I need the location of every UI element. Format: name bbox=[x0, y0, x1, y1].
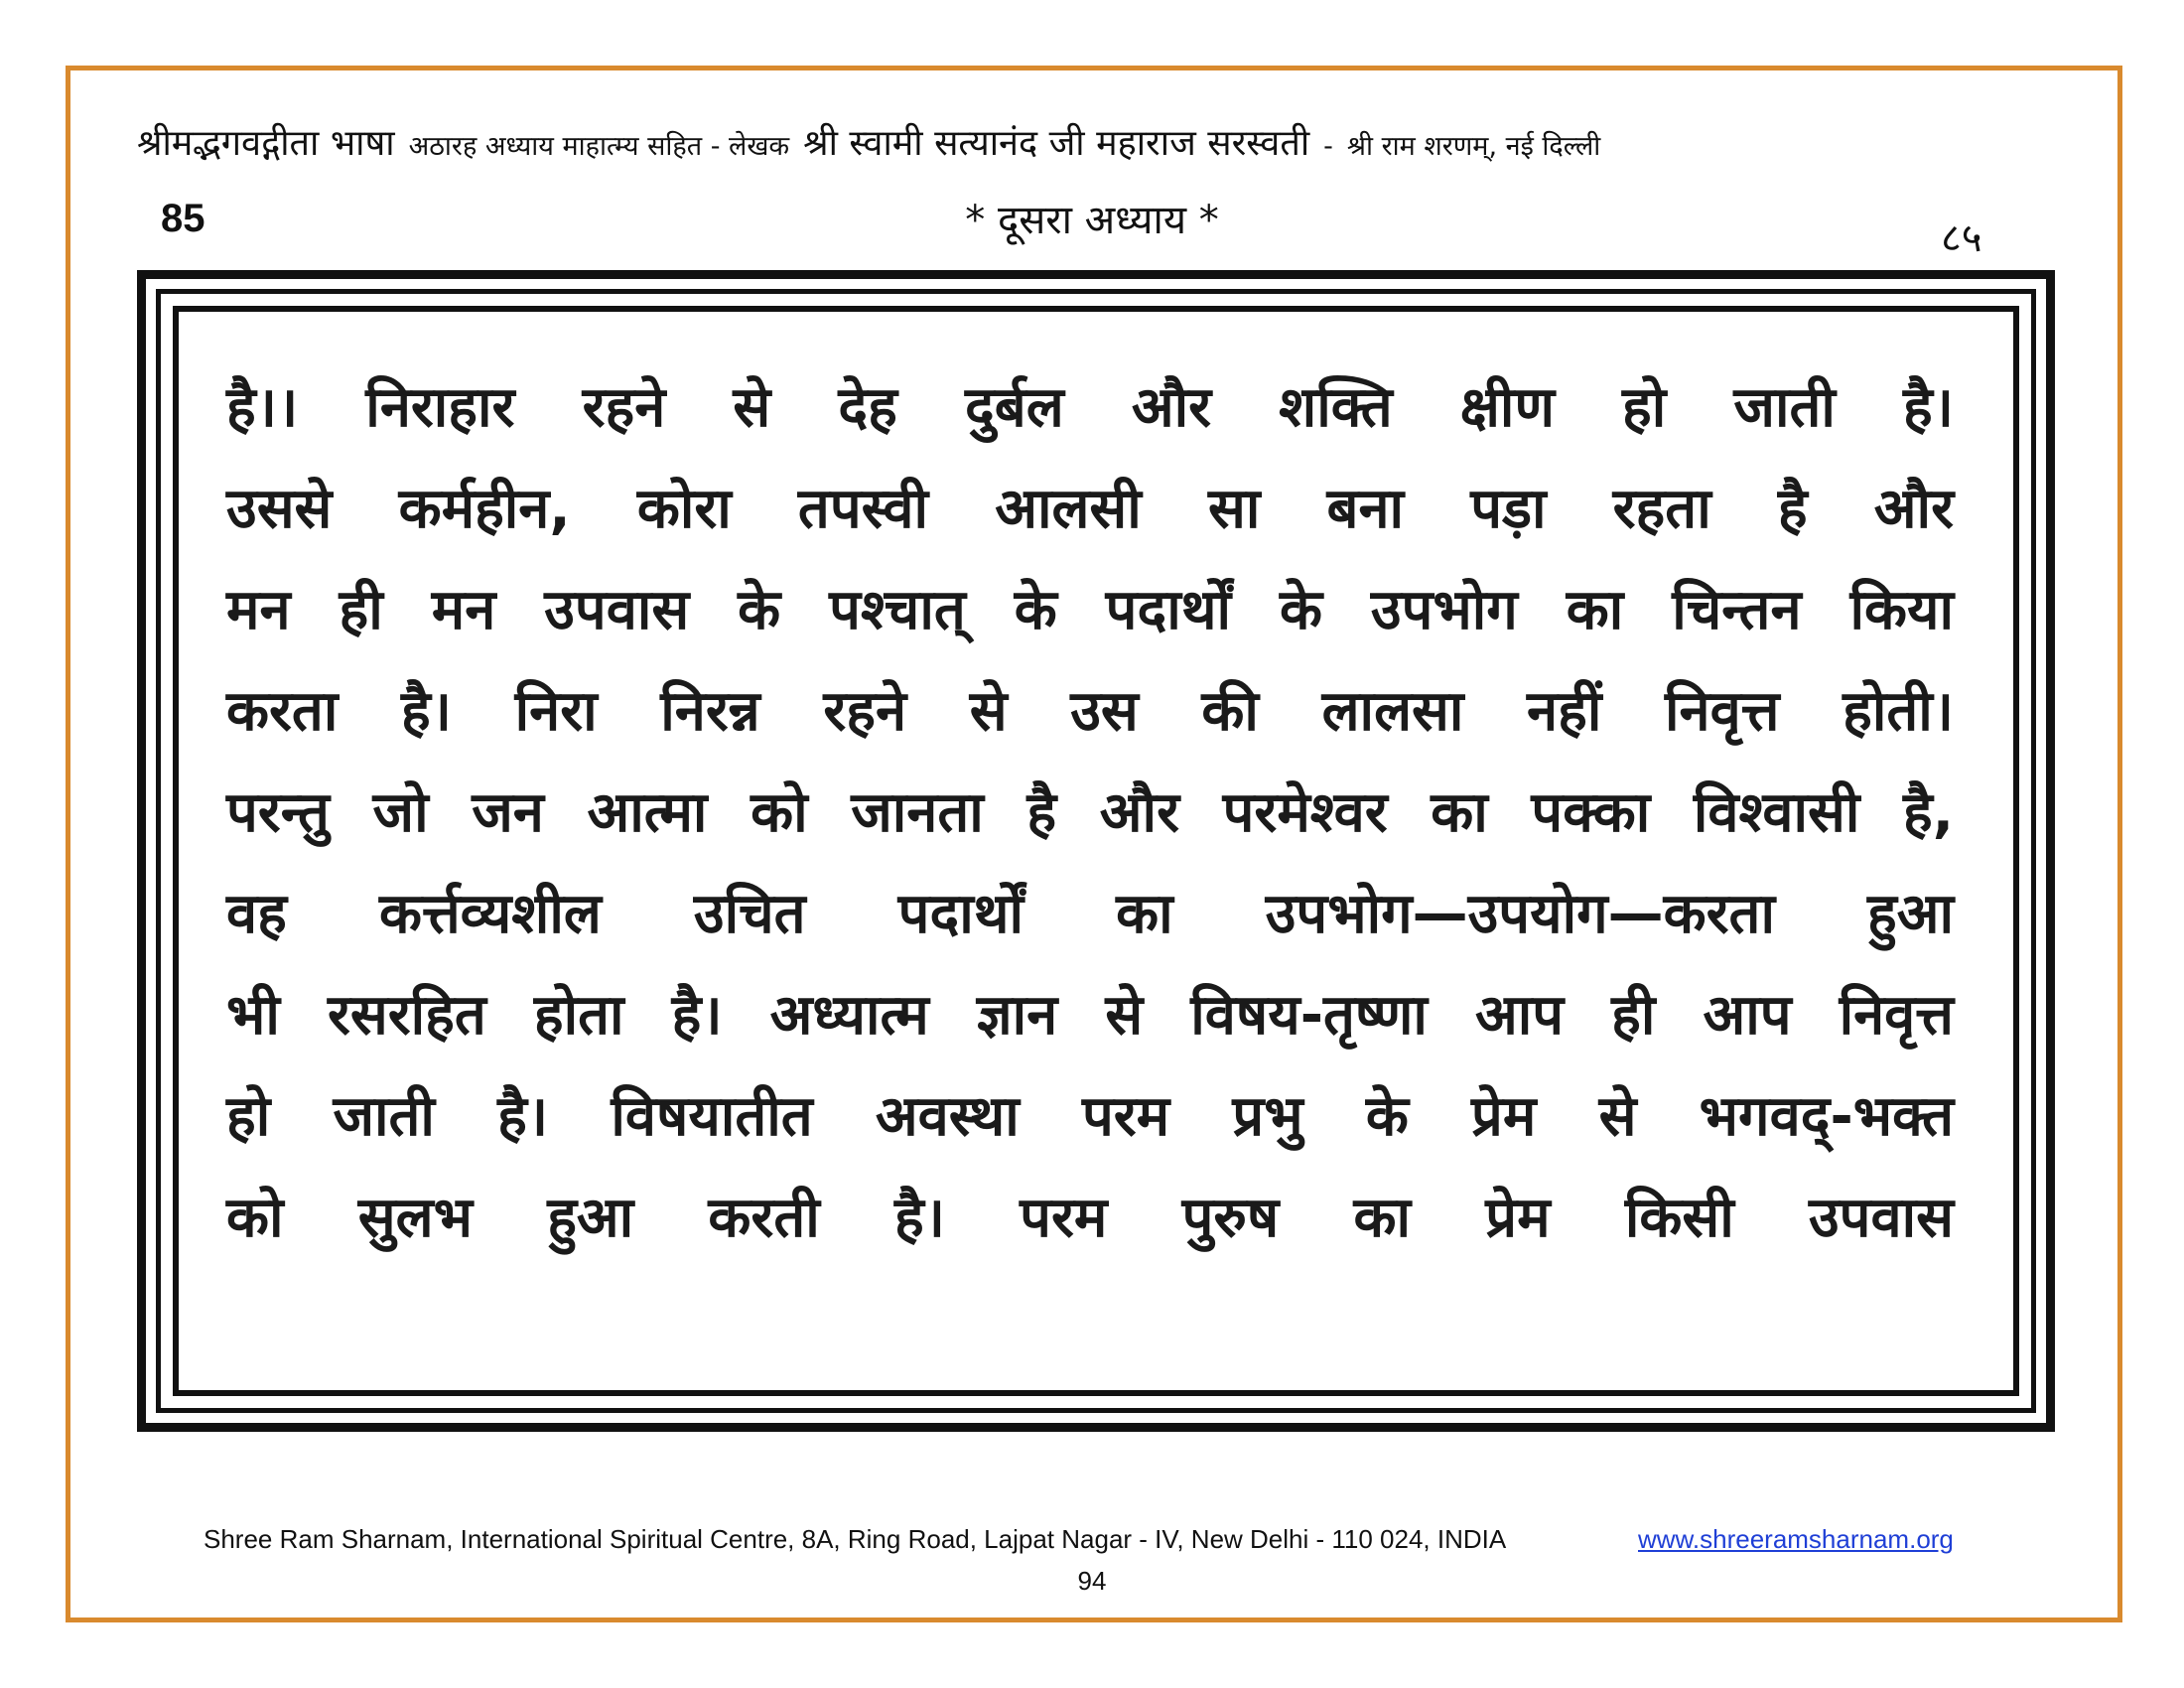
body-line: करता है। निरा निरन्न रहने से उस की लालसा नहीं निवृत्त होती। bbox=[226, 679, 1954, 744]
running-header bbox=[137, 117, 2073, 177]
body-line: मन ही मन उपवास के पश्चात् के पदार्थों के उपभोग का चिन्तन किया bbox=[226, 578, 1954, 642]
header-separator: - bbox=[1323, 131, 1333, 162]
website-link[interactable]: www.shreeramsharnam.org bbox=[1638, 1524, 1954, 1554]
page-number-devanagari: ८५ bbox=[1941, 215, 1982, 261]
author-name: श्री स्वामी सत्यानंद जी महाराज सरस्वती bbox=[803, 123, 1310, 164]
book-subtitle: अठारह अध्याय माहात्म्य सहित - लेखक bbox=[408, 131, 790, 162]
body-line: को सुलभ हुआ करती है। परम पुरुष का प्रेम किसी उपवास bbox=[226, 1186, 1954, 1250]
chapter-title: * दूसरा अध्याय * bbox=[965, 198, 1219, 243]
body-line: हो जाती है। विषयातीत अवस्था परम प्रभु के प्रेम से भगवद्-भक्त bbox=[226, 1084, 1954, 1149]
book-title: श्रीमद्भगवद्गीता भाषा bbox=[137, 123, 395, 164]
publisher-name: श्री राम शरणम्, नई दिल्ली bbox=[1346, 131, 1601, 162]
page-number-arabic: 85 bbox=[161, 197, 205, 240]
footer-page-number: 94 bbox=[1077, 1566, 1107, 1596]
body-line: भी रसरहित होता है। अध्यात्म ज्ञान से विषय-तृष्णा आप ही आप निवृत्त bbox=[226, 983, 1954, 1048]
body-line: वह कर्त्तव्यशील उचित पदार्थों का उपभोग—उपयोग—करता हुआ bbox=[226, 882, 1954, 946]
body-text bbox=[226, 357, 1954, 1269]
body-line: है।। निराहार रहने से देह दुर्बल और शक्ति क्षीण हो जाती है। bbox=[226, 375, 1954, 440]
footer-address: Shree Ram Sharnam, International Spiritual Centre, 8A, Ring Road, Lajpat Nagar - IV, New Delhi - 110 024, INDIA bbox=[204, 1524, 1507, 1554]
body-line: परन्तु जो जन आत्मा को जानता है और परमेश्वर का पक्का विश्वासी है, bbox=[226, 780, 1954, 845]
body-line: उससे कर्महीन, कोरा तपस्वी आलसी सा बना पड़ा रहता है और bbox=[226, 477, 1954, 541]
